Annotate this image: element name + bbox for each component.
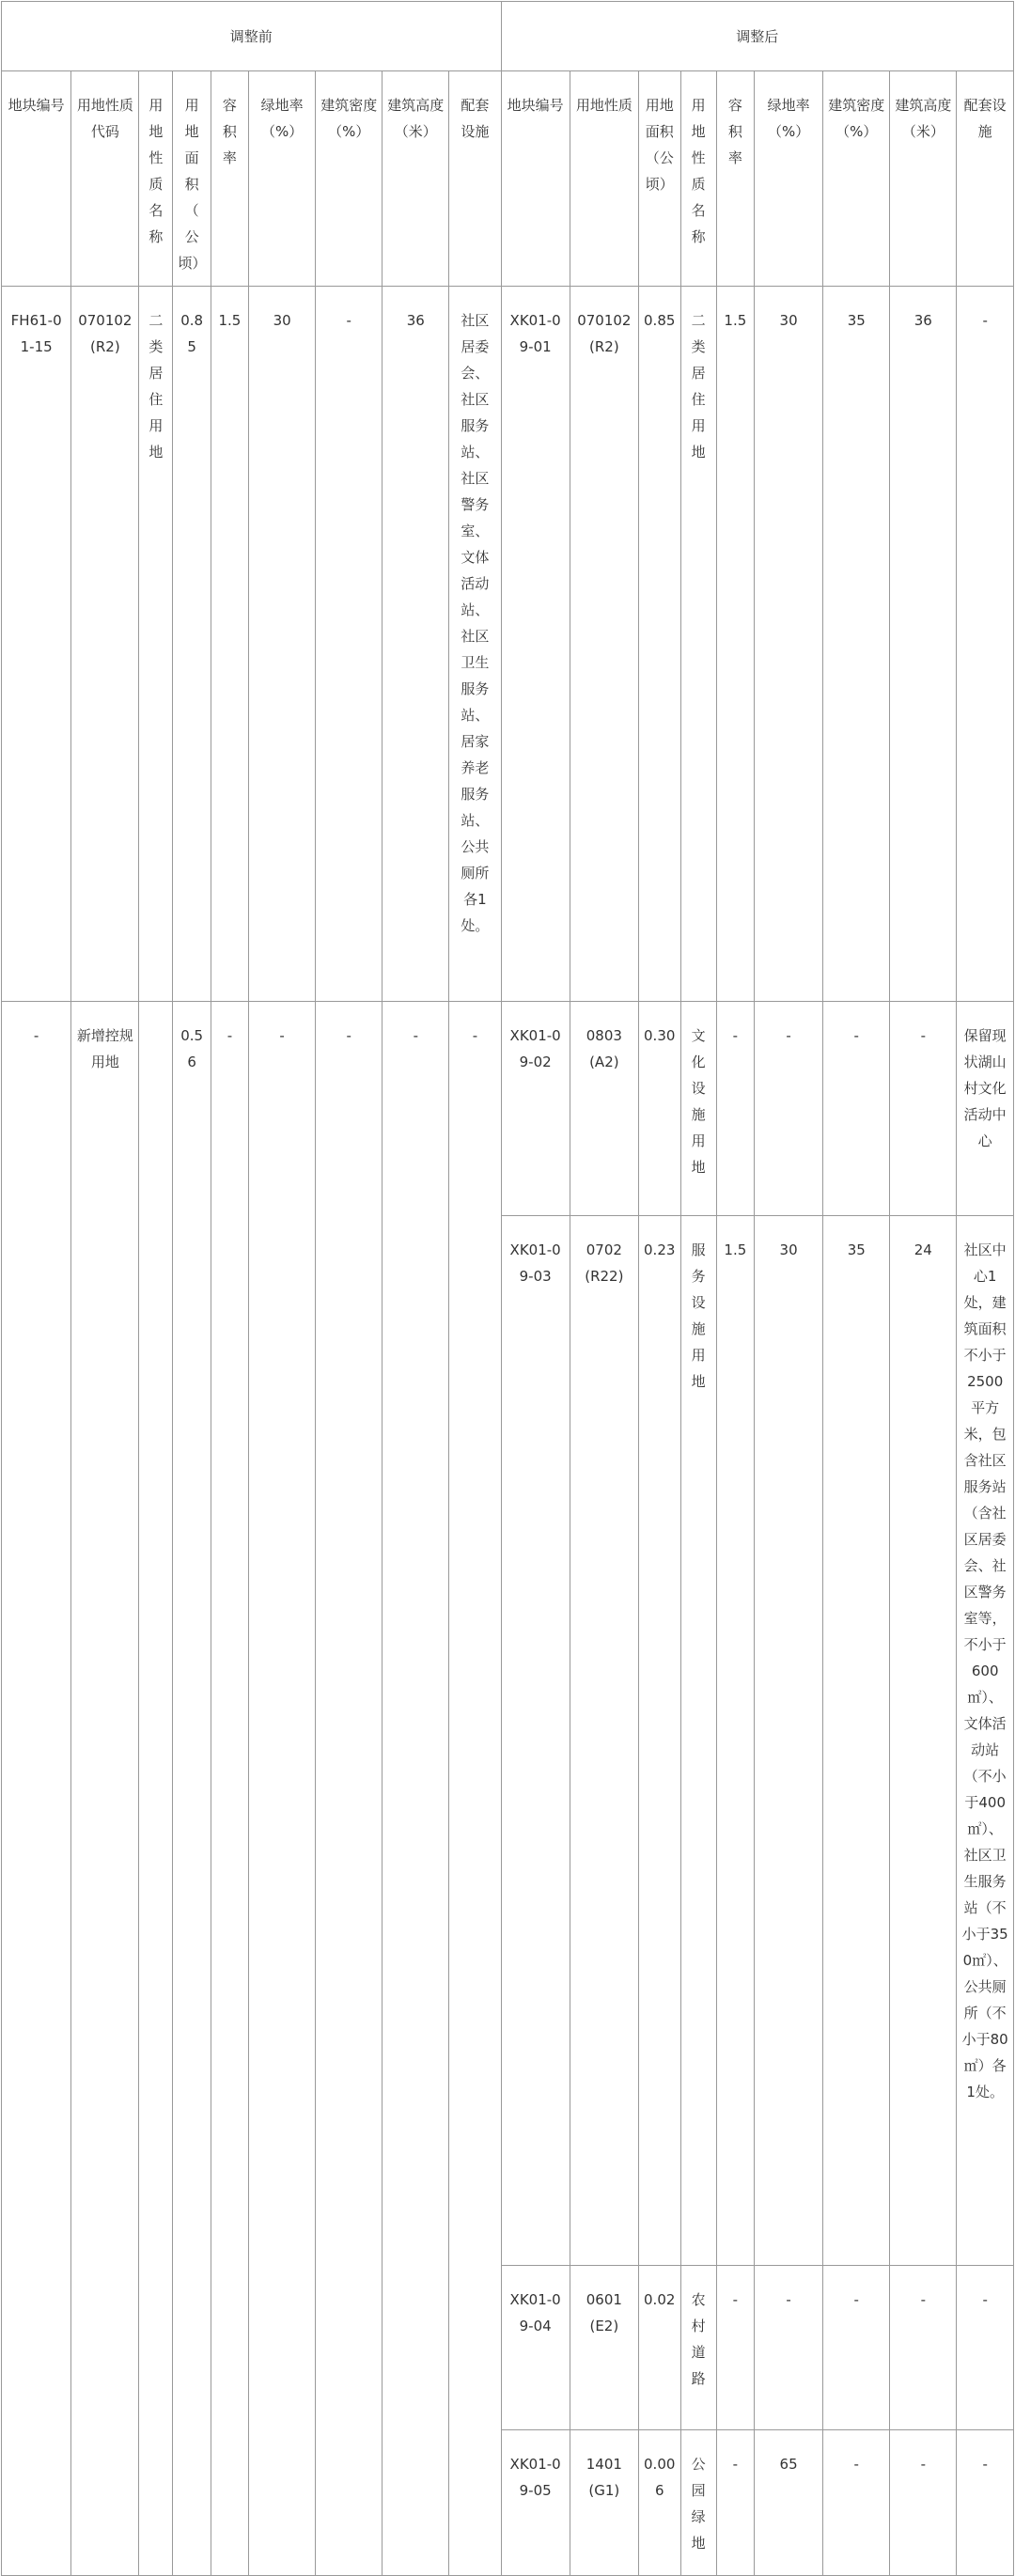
before-col-plot: 地块编号 xyxy=(2,71,71,287)
after-far-cell: - xyxy=(716,2430,754,2576)
before-density-cell: - xyxy=(316,1002,383,2576)
after-plot-cell: XK01-09-05 xyxy=(501,2430,570,2576)
after-adjustment-header: 调整后 xyxy=(501,2,1013,71)
after-plot-cell: XK01-09-02 xyxy=(501,1002,570,1216)
after-col-code: 用地性质 xyxy=(570,71,638,287)
planning-adjustment-table xyxy=(1,1,1014,2576)
table-row xyxy=(2,1002,1014,1216)
after-name-cell: 农村道路 xyxy=(680,2266,716,2430)
after-name-cell: 文化设施用地 xyxy=(680,1002,716,1216)
after-col-name: 用地性质名称 xyxy=(680,71,716,287)
after-code-cell xyxy=(570,1216,638,2266)
before-far-cell: - xyxy=(211,1002,248,2576)
before-height-cell: - xyxy=(383,1002,449,2576)
after-far-cell: - xyxy=(716,1002,754,1216)
before-col-height: 建筑高度（米） xyxy=(383,71,449,287)
after-col-area: 用地面积（公顷） xyxy=(638,71,680,287)
before-code-cell xyxy=(71,287,139,1002)
after-height-cell: - xyxy=(890,2266,957,2430)
after-code: 0702 xyxy=(586,1241,622,1258)
after-far-cell: 1.5 xyxy=(716,1216,754,2266)
after-code-sub: (E2) xyxy=(589,2318,619,2334)
after-code-sub: (R22) xyxy=(585,1268,624,1285)
after-facilities-cell: - xyxy=(957,287,1014,1002)
before-name-cell xyxy=(139,1002,173,2576)
after-area-cell: 0.006 xyxy=(638,2430,680,2576)
after-code: 0803 xyxy=(586,1027,622,1044)
before-col-area: 用地面积（公顷） xyxy=(173,71,211,287)
after-code-sub: (R2) xyxy=(589,338,619,355)
after-height-cell: 36 xyxy=(890,287,957,1002)
after-col-density: 建筑密度（%） xyxy=(823,71,890,287)
after-green-cell: - xyxy=(755,2266,823,2430)
before-col-far: 容积率 xyxy=(211,71,248,287)
after-facilities-cell: - xyxy=(957,2266,1014,2430)
before-height-cell: 36 xyxy=(383,287,449,1002)
after-height-cell: 24 xyxy=(890,1216,957,2266)
after-plot-cell: XK01-09-04 xyxy=(501,2266,570,2430)
after-plot-cell: XK01-09-03 xyxy=(501,1216,570,2266)
after-code-sub: (G1) xyxy=(588,2482,620,2499)
before-density-cell: - xyxy=(316,287,383,1002)
before-facilities-cell: 社区居委会、社区服务站、社区警务室、文体活动站、社区卫生服务站、居家养老服务站、公共厕所各1处。 xyxy=(449,287,501,1002)
before-col-green: 绿地率（%） xyxy=(249,71,316,287)
before-col-density: 建筑密度（%） xyxy=(316,71,383,287)
after-green-cell: 30 xyxy=(755,1216,823,2266)
after-col-plot: 地块编号 xyxy=(501,71,570,287)
after-col-green: 绿地率（%） xyxy=(755,71,823,287)
after-density-cell: - xyxy=(823,2430,890,2576)
group-header-row xyxy=(2,2,1014,71)
before-col-code: 用地性质代码 xyxy=(71,71,139,287)
after-height-cell: - xyxy=(890,2430,957,2576)
after-green-cell: - xyxy=(755,1002,823,1216)
after-density-cell: - xyxy=(823,2266,890,2430)
before-plot-cell: - xyxy=(2,1002,71,2576)
table-row xyxy=(2,287,1014,1002)
after-col-far: 容积率 xyxy=(716,71,754,287)
after-far-cell: - xyxy=(716,2266,754,2430)
after-green-cell: 65 xyxy=(755,2430,823,2576)
after-facilities-cell: 社区中心1处，建筑面积不小于2500平方米，包含社区服务站（含社区居委会、社区警务室等，不小于600㎡）、文体活动站（不小于400㎡）、社区卫生服务站（不小于350㎡）、公共厕所（不小于80㎡）各1处。 xyxy=(957,1216,1014,2266)
before-green-cell: 30 xyxy=(249,287,316,1002)
after-col-facilities: 配套设施 xyxy=(957,71,1014,287)
after-code-cell xyxy=(570,2266,638,2430)
after-density-cell: 35 xyxy=(823,1216,890,2266)
after-code-cell xyxy=(570,1002,638,1216)
after-code-sub: (A2) xyxy=(589,1054,619,1070)
after-code-cell xyxy=(570,287,638,1002)
before-col-facilities: 配套设施 xyxy=(449,71,501,287)
after-area-cell: 0.23 xyxy=(638,1216,680,2266)
column-header-row xyxy=(2,71,1014,287)
before-code-sub: (R2) xyxy=(90,338,120,355)
after-code: 070102 xyxy=(577,312,632,329)
before-adjustment-header: 调整前 xyxy=(2,2,502,71)
after-area-cell: 0.85 xyxy=(638,287,680,1002)
after-height-cell: - xyxy=(890,1002,957,1216)
after-far-cell: 1.5 xyxy=(716,287,754,1002)
after-facilities-cell: 保留现状湖山村文化活动中心 xyxy=(957,1002,1014,1216)
before-col-name: 用地性质名称 xyxy=(139,71,173,287)
after-density-cell: 35 xyxy=(823,287,890,1002)
after-facilities-cell: - xyxy=(957,2430,1014,2576)
before-code-cell: 新增控规用地 xyxy=(71,1002,139,2576)
after-name-cell: 公园绿地 xyxy=(680,2430,716,2576)
after-green-cell: 30 xyxy=(755,287,823,1002)
before-green-cell: - xyxy=(249,1002,316,2576)
after-name-cell: 二类居住用地 xyxy=(680,287,716,1002)
after-code: 0601 xyxy=(586,2291,622,2308)
before-name-cell: 二类居住用地 xyxy=(139,287,173,1002)
before-facilities-cell: - xyxy=(449,1002,501,2576)
after-plot-cell: XK01-09-01 xyxy=(501,287,570,1002)
after-code-cell xyxy=(570,2430,638,2576)
after-area-cell: 0.30 xyxy=(638,1002,680,1216)
after-area-cell: 0.02 xyxy=(638,2266,680,2430)
before-code: 070102 xyxy=(78,312,133,329)
before-far-cell: 1.5 xyxy=(211,287,248,1002)
before-plot-cell: FH61-01-15 xyxy=(2,287,71,1002)
before-area-cell: 0.85 xyxy=(173,287,211,1002)
after-code: 1401 xyxy=(586,2456,622,2473)
after-name-cell: 服务设施用地 xyxy=(680,1216,716,2266)
after-density-cell: - xyxy=(823,1002,890,1216)
after-col-height: 建筑高度（米） xyxy=(890,71,957,287)
before-area-cell: 0.56 xyxy=(173,1002,211,2576)
